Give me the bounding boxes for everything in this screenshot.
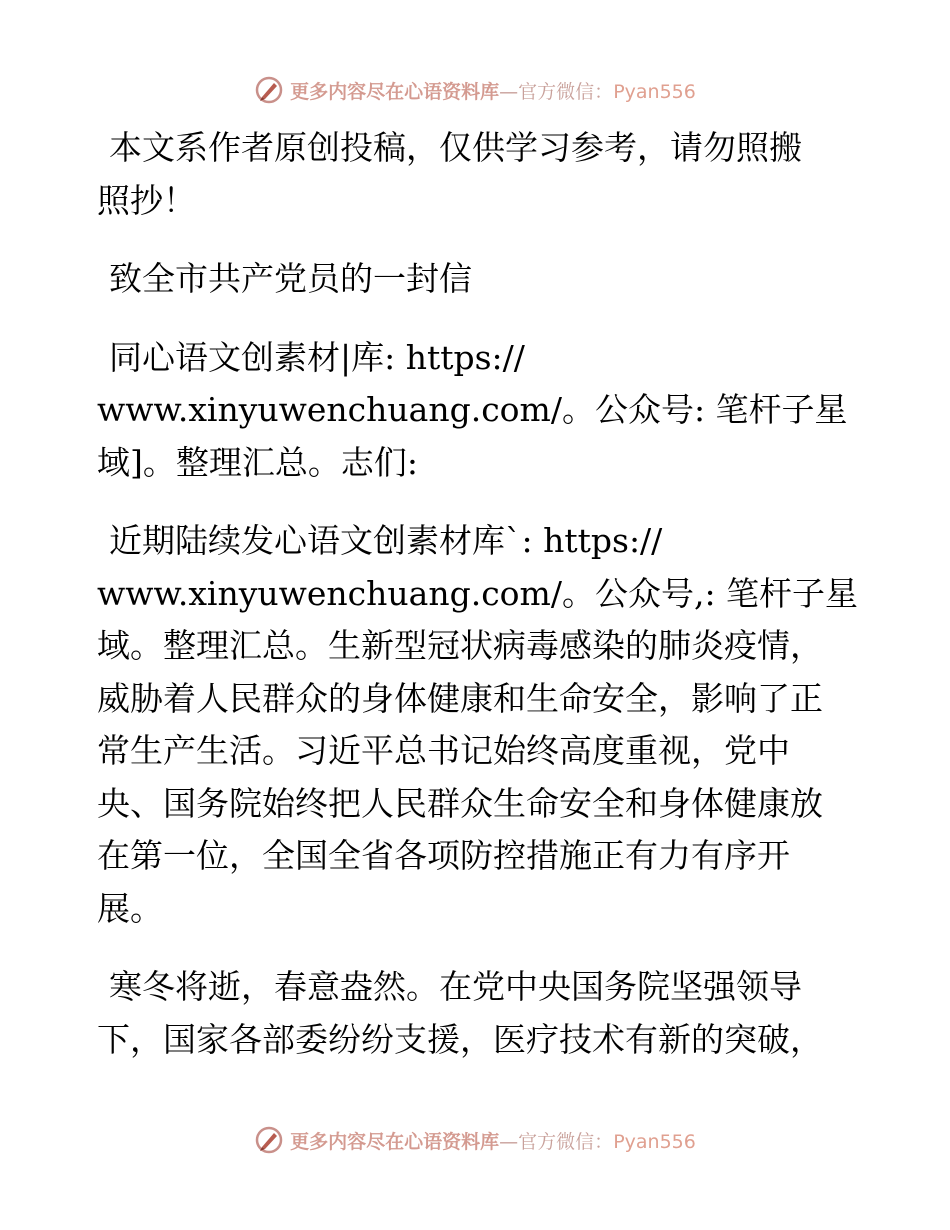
text-line: www.xinyuwenchuang.com/。公众号,: 笔杆子星 (97, 573, 859, 613)
paragraph-spring (97, 961, 857, 1066)
watermark-official: 官方微信： (518, 1130, 614, 1153)
text-line: 近期陆续发心语文创素材库`: https:// (109, 521, 663, 560)
text-line: www.xinyuwenchuang.com/。公众号: 笔杆子星 (97, 390, 848, 429)
watermark-brand: 更多内容尽在心语资料库 (290, 80, 500, 103)
text-line: 域]。整理汇总。志们: (97, 442, 418, 482)
document-title: 致全市共产党员的一封信 (109, 259, 472, 298)
header-watermark (0, 70, 950, 110)
watermark-text (290, 77, 696, 104)
watermark-brand: 更多内容尽在心语资料库 (290, 1130, 500, 1153)
text-line: 展。 (97, 888, 163, 928)
text-line: 下，国家各部委纷纷支援，医疗技术有新的突破， (97, 1019, 823, 1059)
watermark-separator: — (499, 1130, 519, 1153)
text-line: 在第一位，全国全省各项防控措施正有力有序开 (97, 836, 790, 875)
pen-circle-icon (254, 1125, 284, 1155)
text-line: 寒冬将逝，春意盎然。在党中央国务院坚强领导 (109, 967, 802, 1006)
pen-circle-icon (254, 75, 284, 105)
footer-watermark (0, 1120, 950, 1160)
watermark-separator: — (499, 80, 519, 103)
text-line: 同心语文创素材|库: https:// (109, 337, 525, 377)
document-body (97, 122, 857, 1066)
text-line: 域。整理汇总。生新型冠状病毒感染的肺炎疫情， (97, 626, 823, 665)
watermark-id: Pyan556 (613, 80, 696, 103)
paragraph-epidemic (97, 515, 857, 935)
watermark-id: Pyan556 (613, 1130, 696, 1153)
watermark-text (290, 1127, 696, 1154)
text-line: 本文系作者原创投稿，仅供学习参考，请勿照搬 (109, 128, 802, 167)
text-line: 央、国务院始终把人民群众生命安全和身体健康放 (97, 783, 823, 823)
text-line: 常生产生活。习近平总书记始终高度重视，党中 (97, 731, 790, 770)
paragraph-title (97, 253, 857, 306)
text-line: 威胁着人民群众的身体健康和生命安全，影响了正 (97, 678, 823, 718)
paragraph-disclaimer (97, 122, 857, 227)
watermark-official: 官方微信： (518, 80, 614, 103)
paragraph-salutation (97, 332, 857, 490)
text-line: 照抄！ (97, 180, 196, 220)
